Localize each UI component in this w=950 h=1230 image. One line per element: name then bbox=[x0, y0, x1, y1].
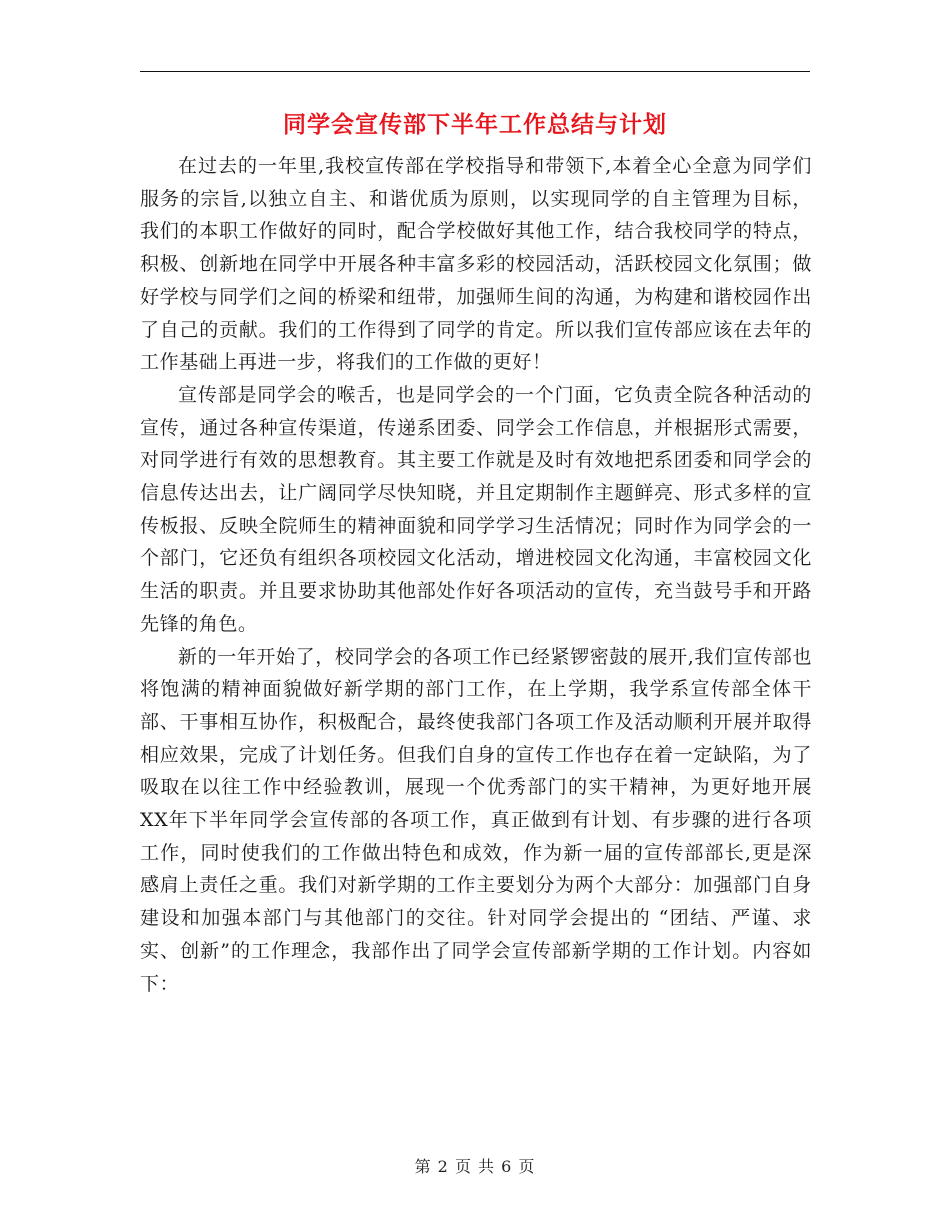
document-body bbox=[140, 150, 812, 1000]
paragraph-3: 新的一年开始了，校同学会的各项工作已经紧锣密鼓的展开,我们宣传部也将饱满的精神面貌做好新学期的部门工作，在上学期，我学系宣传部全体干部、干事相互协作，积极配合，最终使我部门各项工作及活动顺利开展并取得相应效果，完成了计划任务。但我们自身的宣传工作也存在着一定缺陷，为了吸取在以往工作中经验教训，展现一个优秀部门的实干精神，为更好地开展XX年下半年同学会宣传部的各项工作，真正做到有计划、有步骤的进行各项工作，同时使我们的工作做出特色和成效，作为新一届的宣传部部长,更是深感肩上责任之重。我们对新学期的工作主要划分为两个大部分：加强部门自身建设和加强本部门与其他部门的交往。针对同学会提出的 “团结、严谨、求实、创新”的工作理念，我部作出了同学会宣传部新学期的工作计划。内容如下： bbox=[140, 645, 812, 995]
page-number: 第 2 页 共 6 页 bbox=[414, 1157, 536, 1176]
header-rule bbox=[140, 71, 810, 72]
paragraph-2: 宣传部是同学会的喉舌，也是同学会的一个门面，它负责全院各种活动的宣传，通过各种宣传渠道，传递系团委、同学会工作信息，并根据形式需要，对同学进行有效的思想教育。其主要工作就是及时有效地把系团委和同学会的信息传达出去，让广阔同学尽快知晓，并且定期制作主题鲜亮、形式多样的宣传板报、反映全院师生的精神面貌和同学学习生活情况；同时作为同学会的一个部门，它还负有组织各项校园文化活动，增进校园文化沟通，丰富校园文化生活的职责。并且要求协助其他部处作好各项活动的宣传，充当鼓号手和开路先锋的角色。 bbox=[140, 383, 812, 635]
document-title: 同学会宣传部下半年工作总结与计划 bbox=[283, 112, 667, 138]
paragraph-1: 在过去的一年里,我校宣传部在学校指导和带领下,本着全心全意为同学们服务的宗旨,以独立自主、和谐优质为原则，以实现同学的自主管理为目标，我们的本职工作做好的同时，配合学校做好其他工作，结合我校同学的特点，积极、创新地在同学中开展各种丰富多彩的校园活动，活跃校园文化氛围；做好学校与同学们之间的桥梁和纽带，加强师生间的沟通，为构建和谐校园作出了自己的贡献。我们的工作得到了同学的肯定。所以我们宣传部应该在去年的工作基础上再进一步，将我们的工作做的更好！ bbox=[140, 155, 812, 374]
